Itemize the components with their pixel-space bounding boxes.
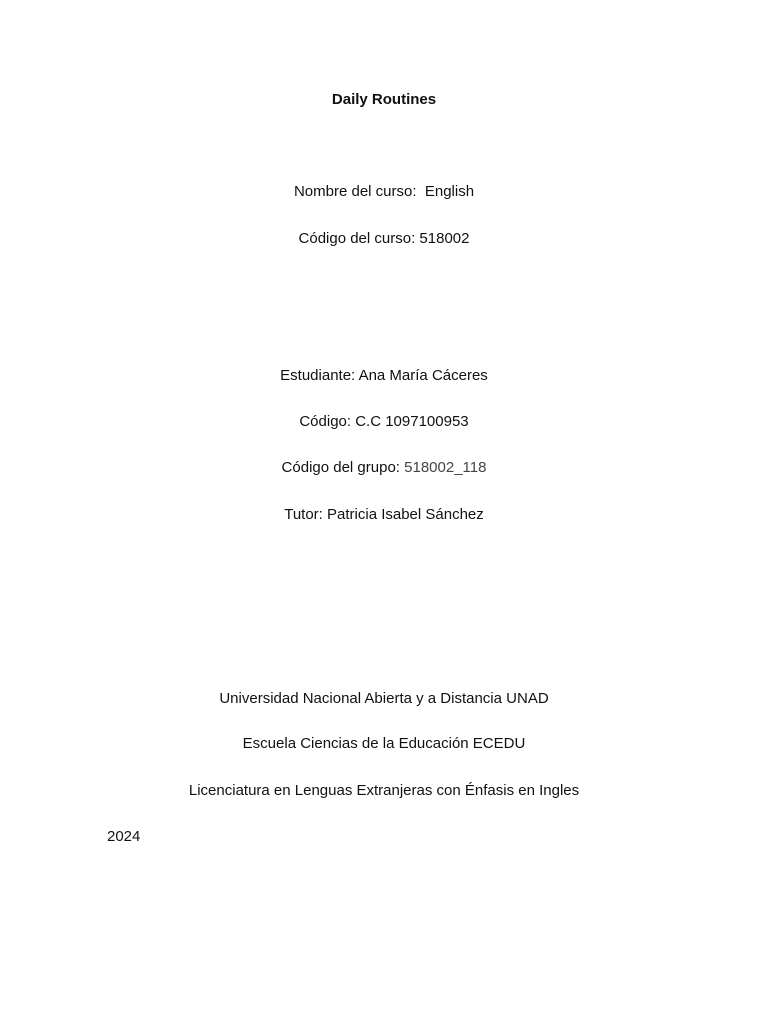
program-name: Licenciatura en Lenguas Extranjeras con Énfasis en Ingles [188, 782, 580, 799]
tutor-label: Tutor: [284, 506, 328, 523]
student-id-label: Código: [299, 413, 356, 430]
course-name-label: Nombre del curso: [293, 183, 425, 200]
course-code-line [0, 230, 768, 248]
student-id-value: C.C 1097100953 [355, 413, 469, 430]
student-label: Estudiante: [280, 367, 359, 384]
tutor-name: Patricia Isabel Sánchez [327, 506, 484, 523]
course-code-label: Código del curso: [298, 230, 420, 247]
group-code-label: Código del grupo: [281, 459, 405, 476]
course-code-value: 518002 [419, 230, 470, 247]
school-name: Escuela Ciencias de la Educación ECEDU [242, 735, 526, 752]
course-name-value: English [424, 183, 475, 200]
university-name: Universidad Nacional Abierta y a Distancia UNAD [219, 690, 549, 707]
group-code-value: 518002_118 [404, 459, 487, 476]
student-name: Ana María Cáceres [358, 367, 488, 384]
document-year: 2024 [107, 828, 141, 845]
student-id-line [0, 413, 768, 431]
student-line [0, 367, 768, 385]
course-name-line [0, 183, 768, 201]
tutor-line [0, 506, 768, 524]
group-code-line [0, 459, 768, 477]
document-title: Daily Routines [331, 91, 437, 108]
